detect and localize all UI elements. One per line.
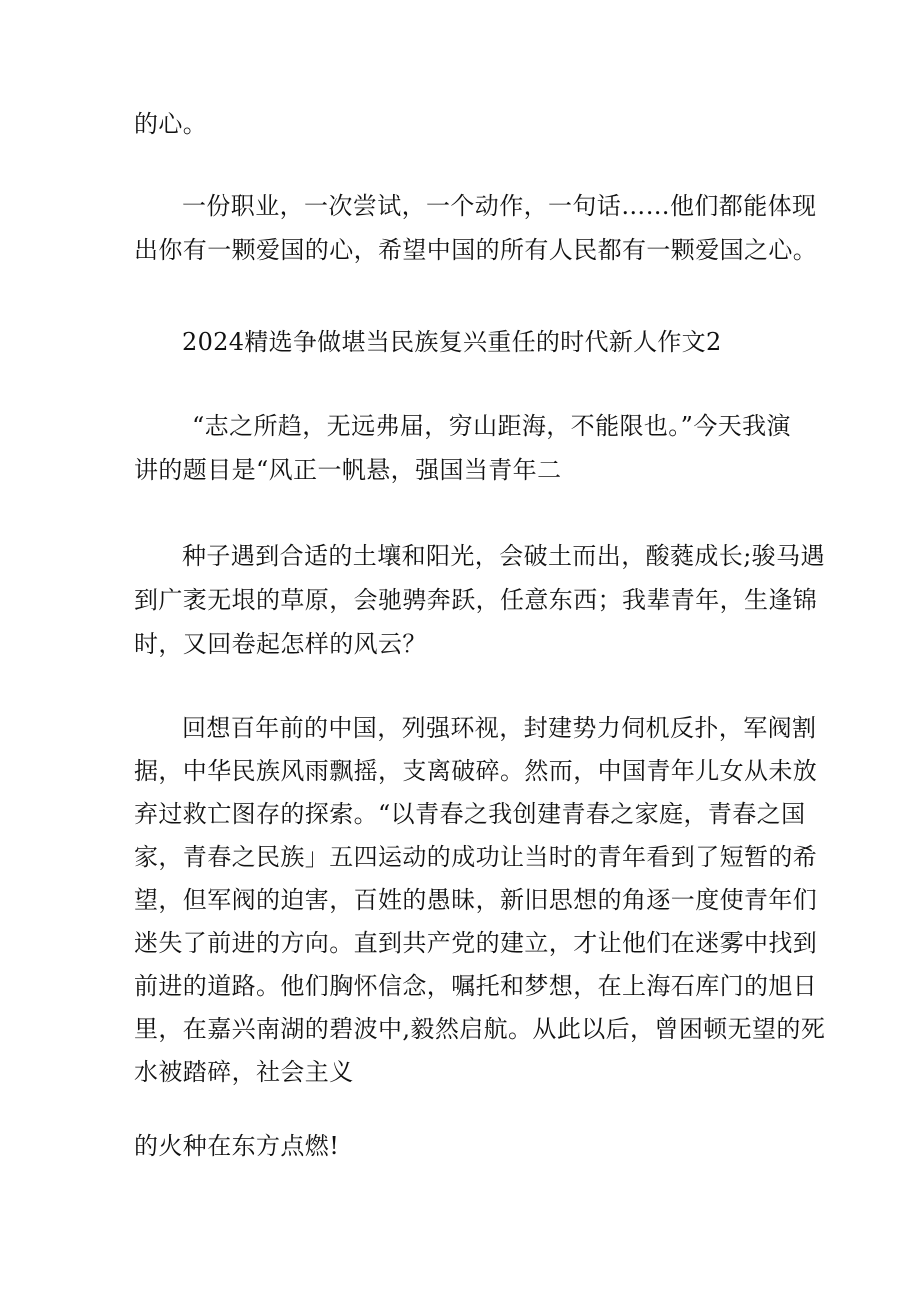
text-line-13: 家，青春之民族」五四运动的成功让当时的青年看到了短暂的希 (134, 843, 818, 871)
text-line-10: 回想百年前的中国，列强环视，封建势力伺机反扑，军阀割 (182, 714, 817, 742)
text-line-14: 望，但军阀的迫害，百姓的愚昧，新旧思想的角逐一度使青年们 (134, 886, 818, 914)
text-line-5: “志之所趋，无远弗届，穷山距海，不能限也。”今天我演 (192, 412, 791, 440)
text-line-3: 出你有一颗爱国的心，希望中国的所有人民都有一颗爱国之心。 (134, 236, 818, 264)
text-line-1: 的心。 (134, 110, 208, 138)
text-line-18: 水被踏碎，社会主义 (134, 1058, 354, 1086)
text-line-17: 里，在嘉兴南湖的碧波中,毅然启航。从此以后，曾困顿无望的死 (134, 1015, 826, 1043)
text-line-8: 到广袤无垠的草原，会驰骋奔跃，任意东西；我辈青年，生逢锦 (134, 586, 818, 614)
text-line-19: 的火种在东方点燃! (134, 1132, 340, 1160)
text-line-6: 讲的题目是“风正一帆悬，强国当青年二 (134, 456, 562, 484)
text-line-12: 弃过救亡图存的探索。“以青春之我创建青春之家庭，青春之国 (134, 800, 806, 828)
text-line-9: 时，又回卷起怎样的风云？ (134, 630, 427, 658)
text-line-15: 迷失了前进的方向。直到共产党的建立，才让他们在迷雾中找到 (134, 929, 818, 957)
article-title: 2024精选争做堪当民族复兴重任的时代新人作文2 (182, 328, 722, 356)
text-line-7: 种子遇到合适的土壤和阳光，会破土而出，酸蕤成长;骏马遇 (182, 542, 825, 570)
text-line-16: 前进的道路。他们胸怀信念，嘱托和梦想，在上海石库门的旭日 (134, 972, 818, 1000)
text-line-11: 据，中华民族风雨飘摇，支离破碎。然而，中国青年儿女从未放 (134, 757, 818, 785)
text-line-2: 一份职业，一次尝试，一个动作，一句话……他们都能体现 (182, 192, 817, 220)
